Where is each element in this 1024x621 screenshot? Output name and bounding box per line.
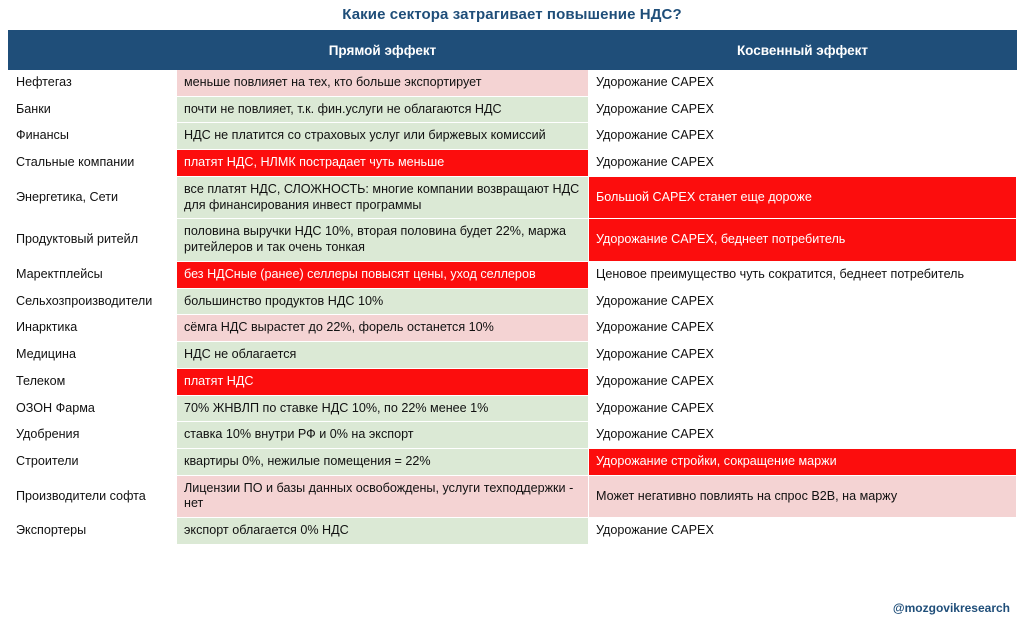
sector-label: Строители — [9, 449, 177, 476]
direct-effect-cell: сёмга НДС вырастет до 22%, форель останется 10% — [177, 315, 589, 342]
table-row — [9, 449, 1017, 476]
sector-label: Экспортеры — [9, 518, 177, 545]
table-row — [9, 261, 1017, 288]
column-header-direct: Прямой эффект — [177, 31, 589, 70]
sector-label: Продуктовый ритейл — [9, 219, 177, 261]
table-header — [9, 31, 1017, 70]
sector-label: Сельхозпроизводители — [9, 288, 177, 315]
direct-effect-cell: экспорт облагается 0% НДС — [177, 518, 589, 545]
sector-label: Медицина — [9, 342, 177, 369]
direct-effect-cell: почти не повлияет, т.к. фин.услуги не облагаются НДС — [177, 96, 589, 123]
indirect-effect-cell: Большой CAPEX станет еще дороже — [589, 176, 1017, 218]
table-row — [9, 368, 1017, 395]
indirect-effect-cell: Удорожание стройки, сокращение маржи — [589, 449, 1017, 476]
table-row — [9, 475, 1017, 517]
indirect-effect-cell: Удорожание CAPEX — [589, 123, 1017, 150]
table-row — [9, 219, 1017, 261]
direct-effect-cell: большинство продуктов НДС 10% — [177, 288, 589, 315]
table-row — [9, 150, 1017, 177]
column-header-indirect: Косвенный эффект — [589, 31, 1017, 70]
table-row — [9, 518, 1017, 545]
table-row — [9, 96, 1017, 123]
direct-effect-cell: без НДСные (ранее) селлеры повысят цены, уход селлеров — [177, 261, 589, 288]
indirect-effect-cell: Удорожание CAPEX — [589, 315, 1017, 342]
vat-impact-table — [8, 30, 1017, 545]
direct-effect-cell: квартиры 0%, нежилые помещения = 22% — [177, 449, 589, 476]
table-header-row — [9, 31, 1017, 70]
indirect-effect-cell: Удорожание CAPEX — [589, 96, 1017, 123]
direct-effect-cell: Лицензии ПО и базы данных освобождены, услуги техподдержки - нет — [177, 475, 589, 517]
indirect-effect-cell: Удорожание CAPEX — [589, 518, 1017, 545]
sector-label: Инарктика — [9, 315, 177, 342]
sector-label: Стальные компании — [9, 150, 177, 177]
sector-label: Нефтегаз — [9, 70, 177, 97]
sector-label: Маректплейсы — [9, 261, 177, 288]
table-row — [9, 395, 1017, 422]
sector-label: Энергетика, Сети — [9, 176, 177, 218]
table-row — [9, 123, 1017, 150]
indirect-effect-cell: Удорожание CAPEX — [589, 70, 1017, 97]
sector-label: Телеком — [9, 368, 177, 395]
page-title: Какие сектора затрагивает повышение НДС? — [342, 6, 682, 23]
sector-label: Финансы — [9, 123, 177, 150]
direct-effect-cell: половина выручки НДС 10%, вторая половина будет 22%, маржа ритейлеров и так очень тонкая — [177, 219, 589, 261]
indirect-effect-cell: Удорожание CAPEX — [589, 395, 1017, 422]
direct-effect-cell: НДС не облагается — [177, 342, 589, 369]
table-row — [9, 315, 1017, 342]
indirect-effect-cell: Удорожание CAPEX — [589, 342, 1017, 369]
sector-label: ОЗОН Фарма — [9, 395, 177, 422]
indirect-effect-cell: Удорожание CAPEX — [589, 288, 1017, 315]
indirect-effect-cell: Ценовое преимущество чуть сократится, беднеет потребитель — [589, 261, 1017, 288]
direct-effect-cell: ставка 10% внутри РФ и 0% на экспорт — [177, 422, 589, 449]
table-row — [9, 342, 1017, 369]
direct-effect-cell: все платят НДС, СЛОЖНОСТЬ: многие компании возвращают НДС для финансирования инвест программы — [177, 176, 589, 218]
indirect-effect-cell: Удорожание CAPEX — [589, 422, 1017, 449]
direct-effect-cell: 70% ЖНВЛП по ставке НДС 10%, по 22% менее 1% — [177, 395, 589, 422]
source-credit: @mozgovikresearch — [892, 601, 1010, 615]
sector-label: Удобрения — [9, 422, 177, 449]
direct-effect-cell: НДС не платится со страховых услуг или биржевых комиссий — [177, 123, 589, 150]
column-header-sector — [9, 31, 177, 70]
sector-label: Банки — [9, 96, 177, 123]
direct-effect-cell: платят НДС — [177, 368, 589, 395]
indirect-effect-cell: Удорожание CAPEX — [589, 150, 1017, 177]
direct-effect-cell: меньше повлияет на тех, кто больше экспортирует — [177, 70, 589, 97]
table-row — [9, 70, 1017, 97]
table-row — [9, 176, 1017, 218]
table-row — [9, 422, 1017, 449]
indirect-effect-cell: Удорожание CAPEX, беднеет потребитель — [589, 219, 1017, 261]
sector-label: Производители софта — [9, 475, 177, 517]
table-row — [9, 288, 1017, 315]
direct-effect-cell: платят НДС, НЛМК пострадает чуть меньше — [177, 150, 589, 177]
indirect-effect-cell: Может негативно повлиять на спрос B2B, на маржу — [589, 475, 1017, 517]
table-body — [9, 70, 1017, 545]
indirect-effect-cell: Удорожание CAPEX — [589, 368, 1017, 395]
